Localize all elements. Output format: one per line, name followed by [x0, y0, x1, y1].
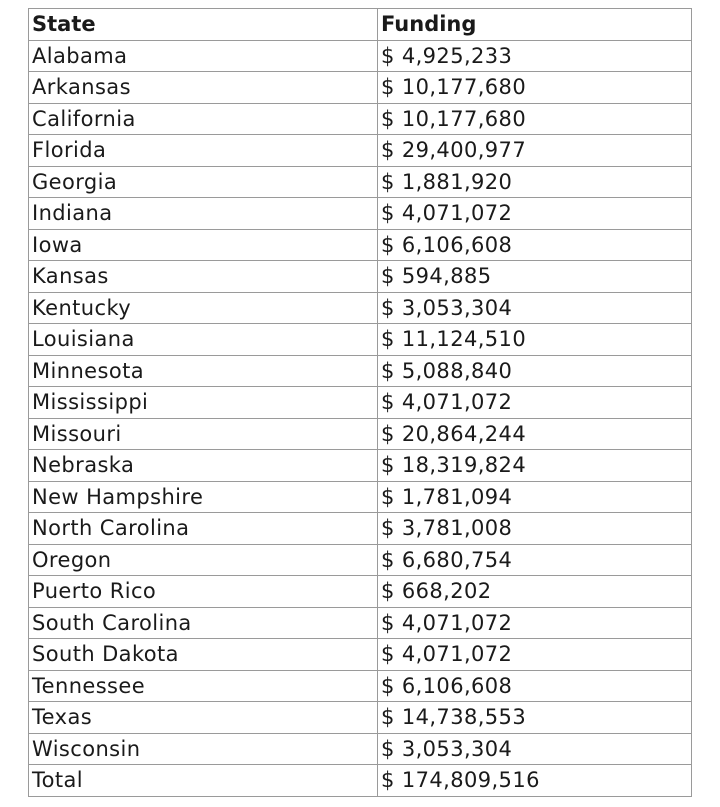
- table-row: [29, 702, 692, 734]
- table-row: [29, 481, 692, 513]
- funding-cell: $ 4,071,072: [378, 607, 692, 639]
- funding-cell: $ 29,400,977: [378, 135, 692, 167]
- table-row: [29, 387, 692, 419]
- funding-cell: $ 10,177,680: [378, 72, 692, 104]
- funding-cell: $ 594,885: [378, 261, 692, 293]
- state-cell: Arkansas: [29, 72, 378, 104]
- column-header-funding: Funding: [378, 9, 692, 41]
- table-row: [29, 639, 692, 671]
- table-header-row: [29, 9, 692, 41]
- table-row: [29, 166, 692, 198]
- table-row: [29, 576, 692, 608]
- funding-cell: $ 11,124,510: [378, 324, 692, 356]
- table-row: [29, 733, 692, 765]
- funding-cell: $ 10,177,680: [378, 103, 692, 135]
- table-row: [29, 670, 692, 702]
- funding-table: [28, 8, 692, 797]
- state-cell: Georgia: [29, 166, 378, 198]
- funding-cell: $ 1,781,094: [378, 481, 692, 513]
- table-row: [29, 135, 692, 167]
- state-cell: Tennessee: [29, 670, 378, 702]
- state-cell: Kentucky: [29, 292, 378, 324]
- table-row: [29, 324, 692, 356]
- funding-cell: $ 4,925,233: [378, 40, 692, 72]
- table-row: [29, 765, 692, 797]
- state-cell: Missouri: [29, 418, 378, 450]
- table-row: [29, 513, 692, 545]
- funding-cell: $ 6,106,608: [378, 229, 692, 261]
- state-cell: Mississippi: [29, 387, 378, 419]
- state-cell: South Dakota: [29, 639, 378, 671]
- state-cell: Florida: [29, 135, 378, 167]
- table-row: [29, 40, 692, 72]
- state-cell: Indiana: [29, 198, 378, 230]
- state-cell: Texas: [29, 702, 378, 734]
- funding-cell: $ 4,071,072: [378, 387, 692, 419]
- funding-cell: $ 6,680,754: [378, 544, 692, 576]
- funding-cell: $ 4,071,072: [378, 198, 692, 230]
- state-cell: Louisiana: [29, 324, 378, 356]
- table-row: [29, 450, 692, 482]
- funding-cell: $ 6,106,608: [378, 670, 692, 702]
- table-row: [29, 418, 692, 450]
- state-cell: New Hampshire: [29, 481, 378, 513]
- table-row: [29, 229, 692, 261]
- state-cell: Iowa: [29, 229, 378, 261]
- table-row: [29, 544, 692, 576]
- table-row: [29, 261, 692, 293]
- state-cell: North Carolina: [29, 513, 378, 545]
- funding-cell: $ 18,319,824: [378, 450, 692, 482]
- table-row: [29, 355, 692, 387]
- state-cell: Total: [29, 765, 378, 797]
- funding-cell: $ 20,864,244: [378, 418, 692, 450]
- state-cell: California: [29, 103, 378, 135]
- state-cell: Nebraska: [29, 450, 378, 482]
- state-cell: Puerto Rico: [29, 576, 378, 608]
- table-row: [29, 292, 692, 324]
- funding-cell: $ 668,202: [378, 576, 692, 608]
- table-row: [29, 103, 692, 135]
- state-cell: South Carolina: [29, 607, 378, 639]
- state-cell: Wisconsin: [29, 733, 378, 765]
- state-cell: Minnesota: [29, 355, 378, 387]
- state-cell: Oregon: [29, 544, 378, 576]
- funding-cell: $ 3,781,008: [378, 513, 692, 545]
- funding-cell: $ 5,088,840: [378, 355, 692, 387]
- state-cell: Kansas: [29, 261, 378, 293]
- funding-cell: $ 1,881,920: [378, 166, 692, 198]
- funding-cell: $ 3,053,304: [378, 292, 692, 324]
- funding-cell: $ 14,738,553: [378, 702, 692, 734]
- column-header-state: State: [29, 9, 378, 41]
- table-row: [29, 198, 692, 230]
- table-row: [29, 72, 692, 104]
- state-cell: Alabama: [29, 40, 378, 72]
- funding-cell: $ 3,053,304: [378, 733, 692, 765]
- funding-table-container: [28, 8, 691, 797]
- table-row: [29, 607, 692, 639]
- funding-cell: $ 174,809,516: [378, 765, 692, 797]
- table-body: [29, 40, 692, 796]
- funding-cell: $ 4,071,072: [378, 639, 692, 671]
